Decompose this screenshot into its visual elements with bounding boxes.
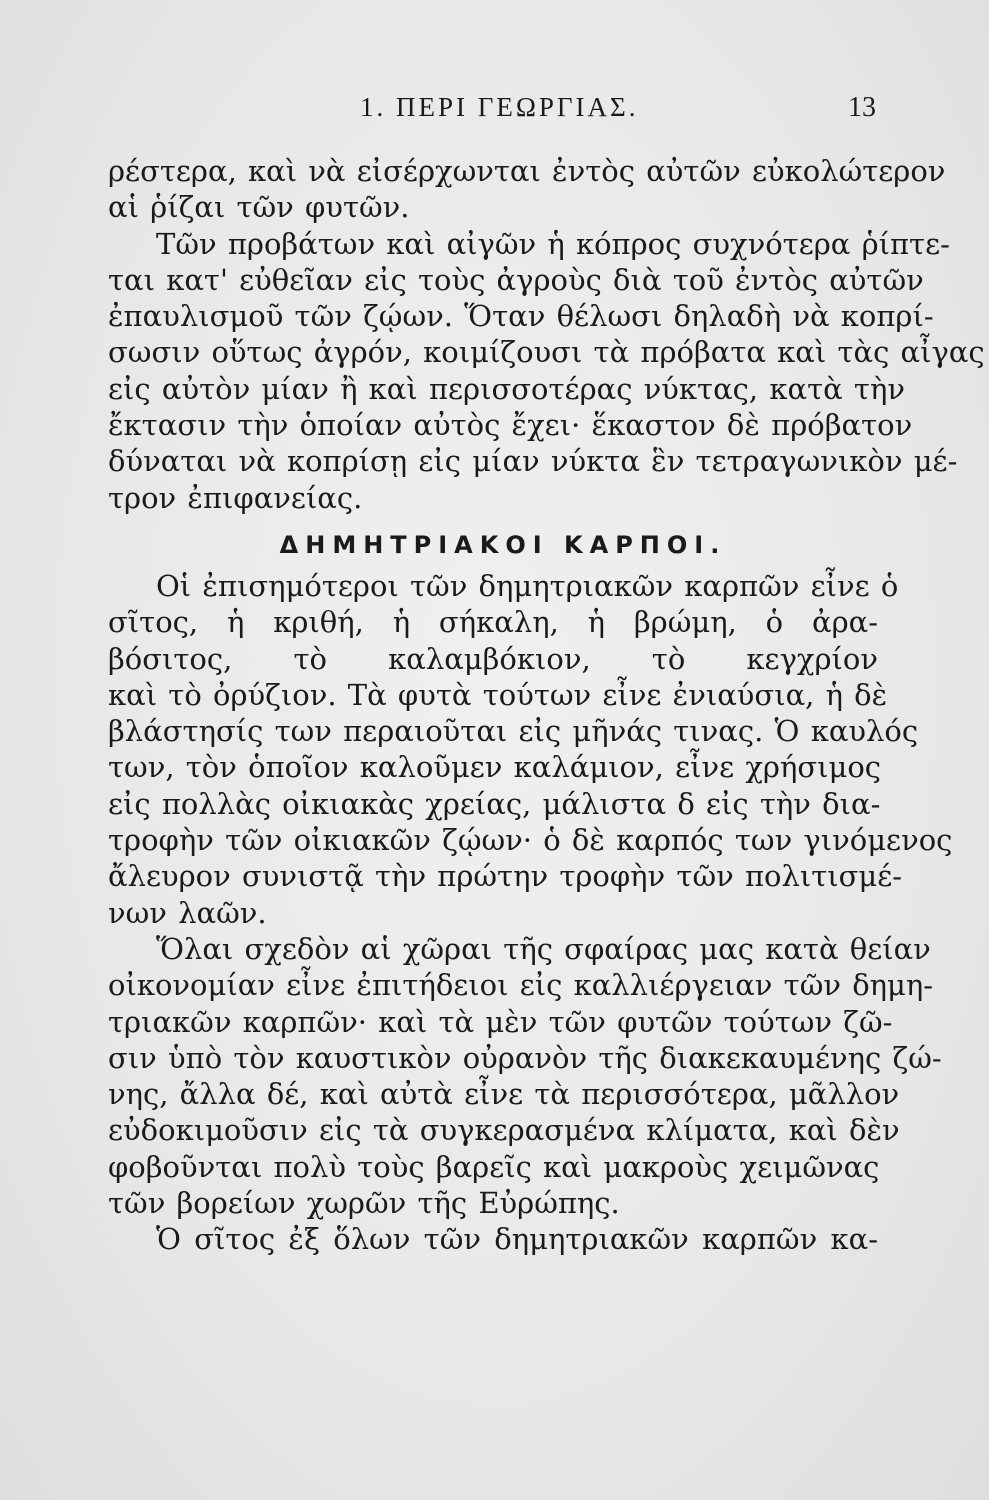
text-line: σῖτος, ἡ κριθή, ἡ σήκαλη, ἡ βρώμη, ὁ ἀρα- bbox=[108, 605, 878, 640]
running-title: 1. ΠΕΡΙ ΓΕΩΡΓΙΑΣ. bbox=[360, 92, 639, 122]
text-line: ἔκτασιν τὴν ὁποίαν αὐτὸς ἔχει· ἕκαστον δὲ πρόβατον bbox=[108, 408, 913, 443]
text-line: των, τὸν ὁποῖον καλοῦμεν καλάμιον, εἶνε χρήσιμος bbox=[108, 750, 882, 785]
text-line: φοβοῦνται πολὺ τοὺς βαρεῖς καὶ μακροὺς χειμῶνας bbox=[108, 1149, 880, 1184]
text-line: οἰκονομίαν εἶνε ἐπιτήδειοι εἰς καλλιέργειαν τῶν δημη- bbox=[108, 968, 934, 1003]
paragraph-3 bbox=[108, 568, 953, 931]
text-line: τῶν βορείων χωρῶν τῆς Εὐρώπης. bbox=[108, 1186, 620, 1221]
text-line: νης, ἄλλα δέ, καὶ αὐτὰ εἶνε τὰ περισσότερα, μᾶλλον bbox=[108, 1077, 900, 1112]
text-line: δύναται νὰ κοπρίσῃ εἰς μίαν νύκτα ἓν τετραγωνικὸν μέ- bbox=[108, 444, 958, 479]
text-line: Οἱ ἐπισημότεροι τῶν δημητριακῶν καρπῶν εἶνε ὁ bbox=[156, 568, 899, 603]
page-header bbox=[110, 92, 880, 132]
section-heading: ΔΗΜΗΤΡΙΑΚΟΙ ΚΑΡΠΟΙ. bbox=[279, 530, 727, 559]
text-line: καὶ τὸ ὀρύζιον. Τὰ φυτὰ τούτων εἶνε ἐνιαύσια, ἡ δὲ bbox=[108, 677, 888, 712]
text-line: τριακῶν καρπῶν· καὶ τὰ μὲν τῶν φυτῶν τούτων ζῶ- bbox=[108, 1004, 893, 1039]
text-line: εἰς αὐτὸν μίαν ἢ καὶ περισσοτέρας νύκτας, κατὰ τὴν bbox=[108, 371, 905, 406]
paragraph-4 bbox=[108, 931, 942, 1221]
text-line: ἄλευρον συνιστᾷ τὴν πρώτην τροφὴν τῶν πολιτισμέ- bbox=[108, 859, 903, 894]
text-line: αἱ ῥίζαι τῶν φυτῶν. bbox=[108, 190, 410, 225]
paragraph-5 bbox=[108, 1221, 878, 1257]
text-line: τροφὴν τῶν οἰκιακῶν ζῴων· ὁ δὲ καρπός των γινόμενος bbox=[108, 823, 953, 858]
text-line: Τῶν προβάτων καὶ αἰγῶν ἡ κόπρος συχνότερα ῥίπτε- bbox=[156, 226, 950, 261]
text-line: ται κατ' εὐθεῖαν εἰς τοὺς ἀγροὺς διὰ τοῦ ἐντὸς αὐτῶν bbox=[108, 262, 924, 297]
page-number: 13 bbox=[848, 92, 876, 123]
text-line: νων λαῶν. bbox=[108, 895, 267, 930]
text-line: εὐδοκιμοῦσιν εἰς τὰ συγκερασμένα κλίματα, καὶ δὲν bbox=[108, 1113, 900, 1148]
paragraph-2 bbox=[108, 226, 985, 516]
text-line: σωσιν οὕτως ἀγρόν, κοιμίζουσι τὰ πρόβατα καὶ τὰς αἶγας bbox=[108, 335, 985, 370]
text-line: τρον ἐπιφανείας. bbox=[108, 480, 363, 515]
text-line: Ὁ σῖτος ἐξ ὅλων τῶν δημητριακῶν καρπῶν κα- bbox=[156, 1222, 878, 1257]
text-line: Ὅλαι σχεδὸν αἱ χῶραι τῆς σφαίρας μας κατὰ θείαν bbox=[156, 931, 931, 966]
text-line: εἰς πολλὰς οἰκιακὰς χρείας, μάλιστα δ εἰς τὴν δια- bbox=[108, 786, 881, 821]
text-line: βόσιτος, τὸ καλαμβόκιον, τὸ κεγχρίον bbox=[108, 641, 878, 676]
text-line: βλάστησίς των περαιοῦται εἰς μῆνάς τινας. Ὁ καυλός bbox=[108, 714, 919, 749]
paragraph-1 bbox=[108, 153, 946, 226]
text-line: σιν ὑπὸ τὸν καυστικὸν οὐρανὸν τῆς διακεκαυμένης ζώ- bbox=[108, 1040, 942, 1075]
body-text bbox=[108, 153, 985, 1258]
text-line: ἐπαυλισμοῦ τῶν ζῴων. Ὅταν θέλωσι δηλαδὴ νὰ κοπρί- bbox=[108, 299, 934, 334]
text-line: ρέστερα, καὶ νὰ εἰσέρχωνται ἐντὸς αὐτῶν εὐκολώτερον bbox=[108, 154, 946, 188]
